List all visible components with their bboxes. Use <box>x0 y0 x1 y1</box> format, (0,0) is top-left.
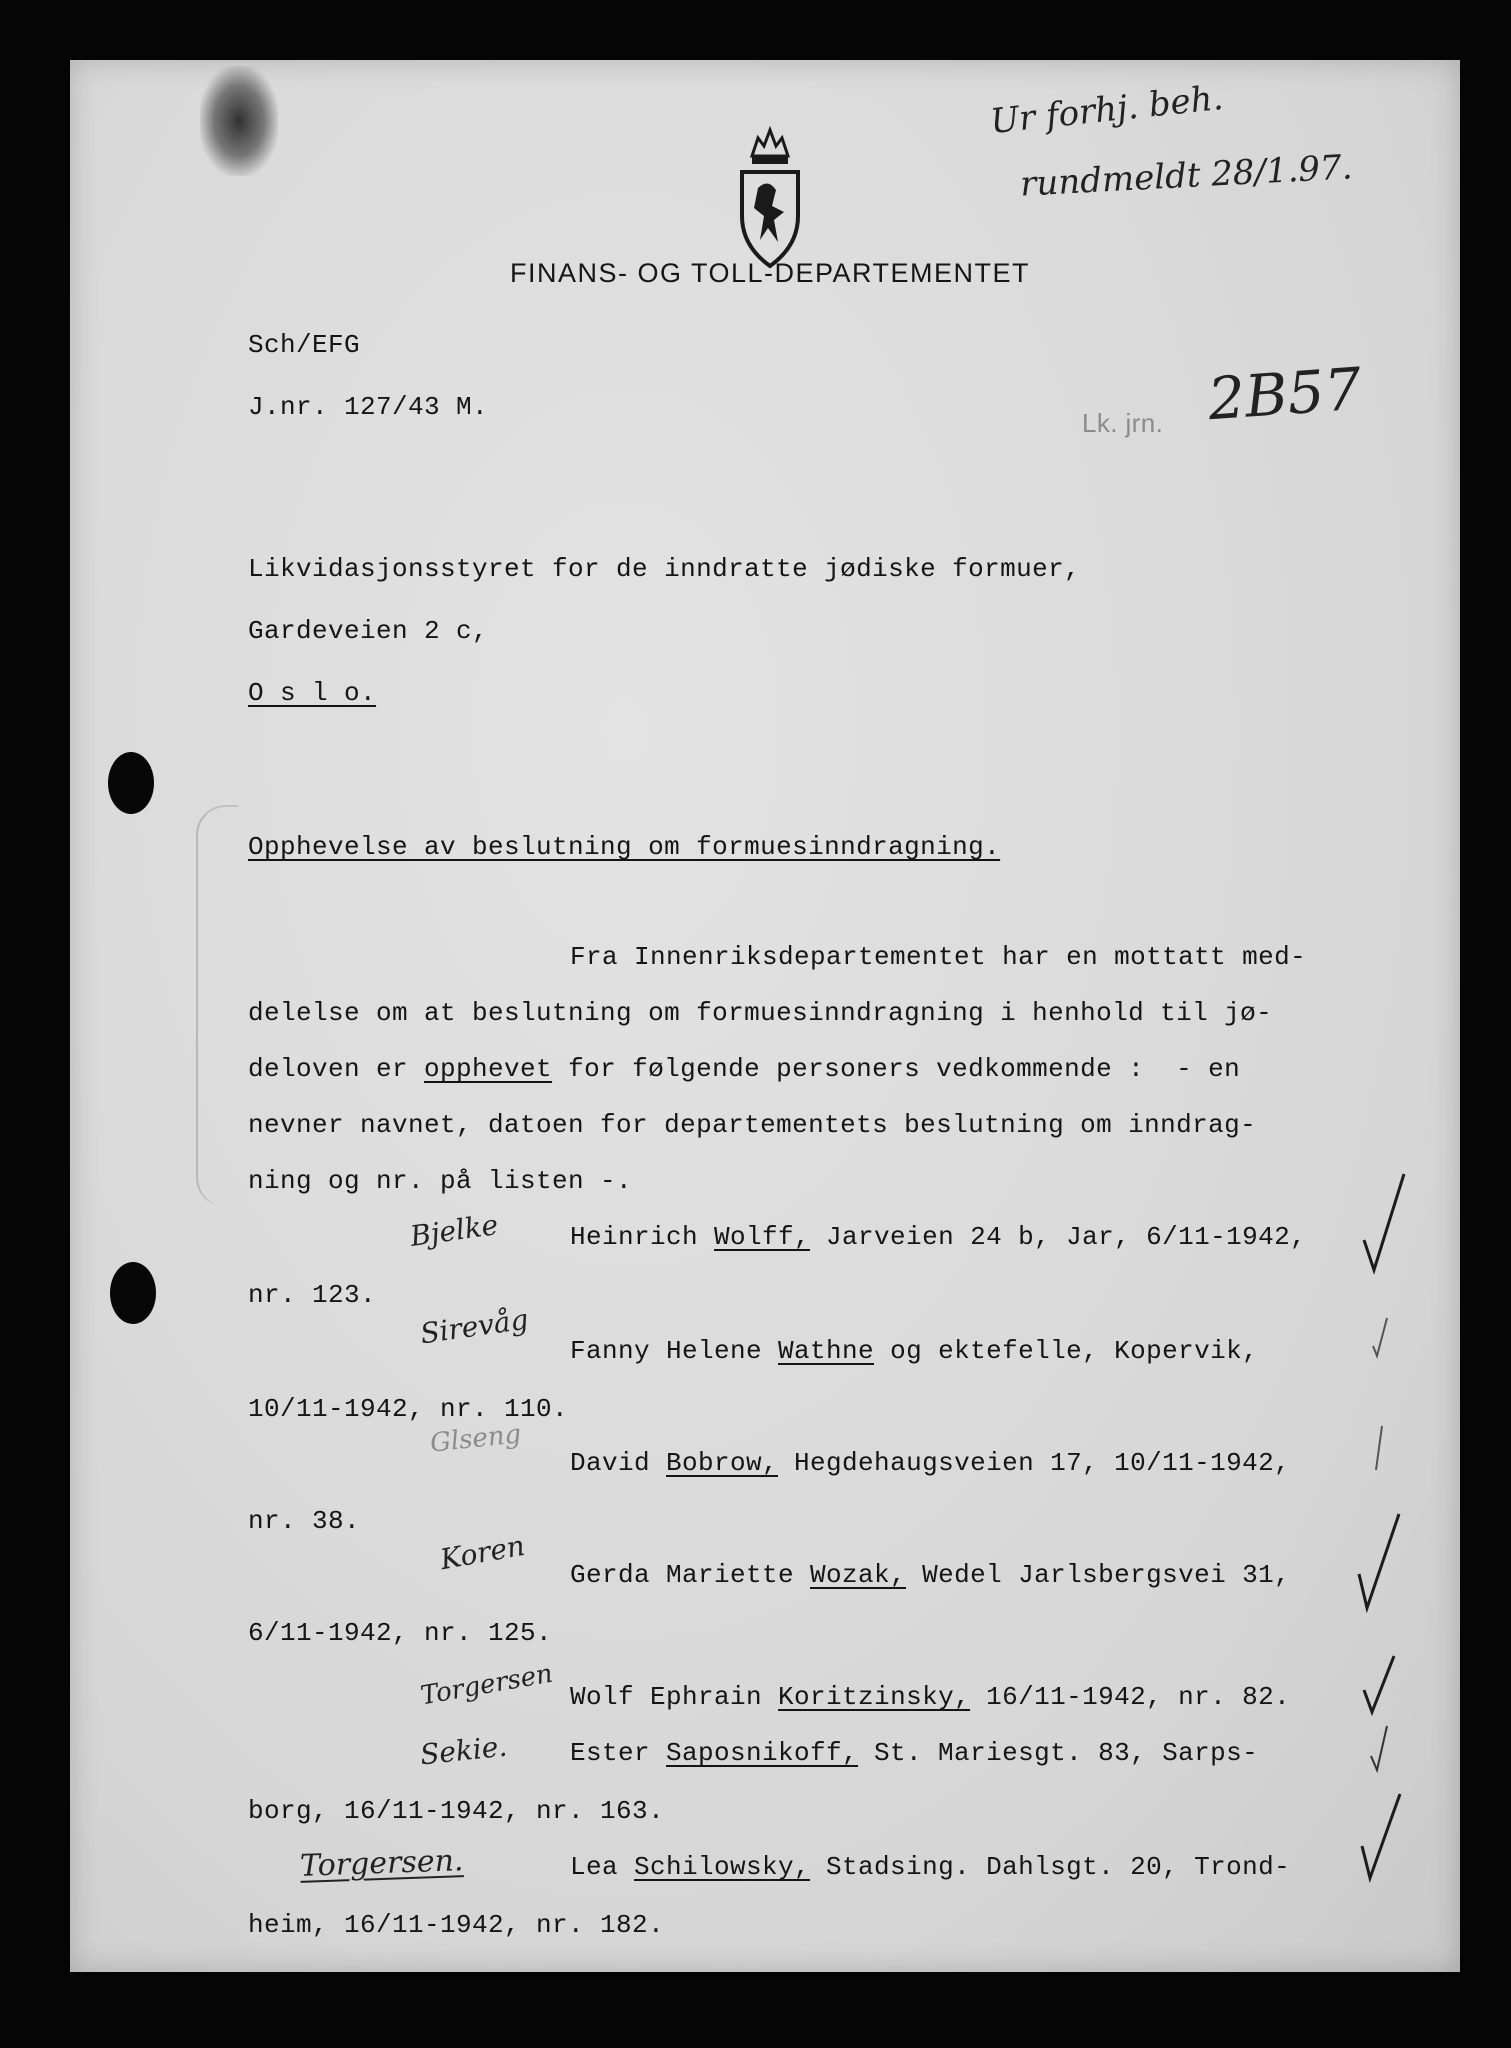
entry-6-handwritten-note: Sekie. <box>418 1729 509 1772</box>
journal-number: J.nr. 127/43 M. <box>248 392 489 422</box>
entry-3-line2: nr. 38. <box>248 1506 361 1536</box>
entry-5-handwritten-note: Torgersen <box>418 1658 555 1712</box>
recipient-line3: O s l o. <box>248 678 377 708</box>
checkmark-icon <box>1365 1720 1395 1780</box>
recipient-line1: Likvidasjonsstyret for de inndratte jødiske formuer, <box>248 554 1081 584</box>
pencil-margin-mark <box>196 805 238 1207</box>
norwegian-coat-of-arms-icon <box>728 116 812 276</box>
ink-smudge <box>200 66 278 176</box>
entry-2-line2: 10/11-1942, nr. 110. <box>248 1394 569 1424</box>
body-line3: deloven er opphevet for følgende personers vedkommende : - en <box>248 1054 1241 1084</box>
checkmark-icon <box>1365 1312 1395 1362</box>
entry-7-line1: Lea Schilowsky, Stadsing. Dahlsgt. 20, Trond- <box>570 1852 1291 1882</box>
entry-6-line2: borg, 16/11-1942, nr. 163. <box>248 1796 665 1826</box>
entry-4-line1: Gerda Mariette Wozak, Wedel Jarlsbergsvei 31, <box>570 1560 1291 1590</box>
entry-7-line2: heim, 16/11-1942, nr. 182. <box>248 1910 665 1940</box>
checkmark-icon <box>1360 1650 1400 1720</box>
entry-1-line1: Heinrich Wolff, Jarveien 24 b, Jar, 6/11-1942, <box>570 1222 1307 1252</box>
checkmark-icon <box>1360 1170 1410 1280</box>
entry-4-handwritten-note: Koren <box>437 1528 528 1577</box>
entry-5-line1: Wolf Ephrain Koritzinsky, 16/11-1942, nr. 82. <box>570 1682 1291 1712</box>
body-line4: nevner navnet, datoen for departementets beslutning om inndrag- <box>248 1110 1257 1140</box>
reference-initials: Sch/EFG <box>248 330 361 360</box>
punch-hole-bottom <box>110 1262 156 1324</box>
letter-page <box>70 60 1460 1972</box>
recipient-line2: Gardeveien 2 c, <box>248 616 489 646</box>
stamp-number: 2B57 <box>1205 354 1364 434</box>
body-line2: delelse om at beslutning om formuesinndragning i henhold til jø- <box>248 998 1273 1028</box>
entry-2-line1: Fanny Helene Wathne og ektefelle, Kopervik, <box>570 1336 1259 1366</box>
department-letterhead: FINANS- OG TOLL-DEPARTEMENTET <box>509 258 1031 288</box>
body-line1: Fra Innenriksdepartementet har en mottatt med- <box>570 942 1307 972</box>
entry-4-line2: 6/11-1942, nr. 125. <box>248 1618 553 1648</box>
entry-6-line1: Ester Saposnikoff, St. Mariesgt. 83, Sarps- <box>570 1738 1259 1768</box>
entry-1-line2: nr. 123. <box>248 1280 377 1310</box>
entry-3-handwritten-note: Glseng <box>428 1419 523 1459</box>
body-line5: ning og nr. på listen -. <box>248 1166 633 1196</box>
handwritten-note-line2: rundmeldt 28/1.97. <box>1019 147 1354 205</box>
entry-3-line1: David Bobrow, Hegdehaugsveien 17, 10/11-1942, <box>570 1448 1291 1478</box>
checkmark-icon <box>1362 1420 1392 1480</box>
entry-2-handwritten-note: Sirevåg <box>418 1302 531 1351</box>
subject-line: Opphevelse av beslutning om formuesinndragning. <box>248 832 1001 862</box>
entry-1-handwritten-note: Bjelke <box>408 1208 501 1253</box>
handwritten-note-line1: Ur forhj. beh. <box>988 77 1226 143</box>
entry-7-handwritten-note: Torgersen. <box>299 1843 464 1884</box>
punch-hole-top <box>108 752 154 814</box>
checkmark-icon <box>1358 1790 1408 1890</box>
checkmark-icon <box>1355 1510 1405 1620</box>
stamp-label: Lk. jrn. <box>1082 408 1164 438</box>
